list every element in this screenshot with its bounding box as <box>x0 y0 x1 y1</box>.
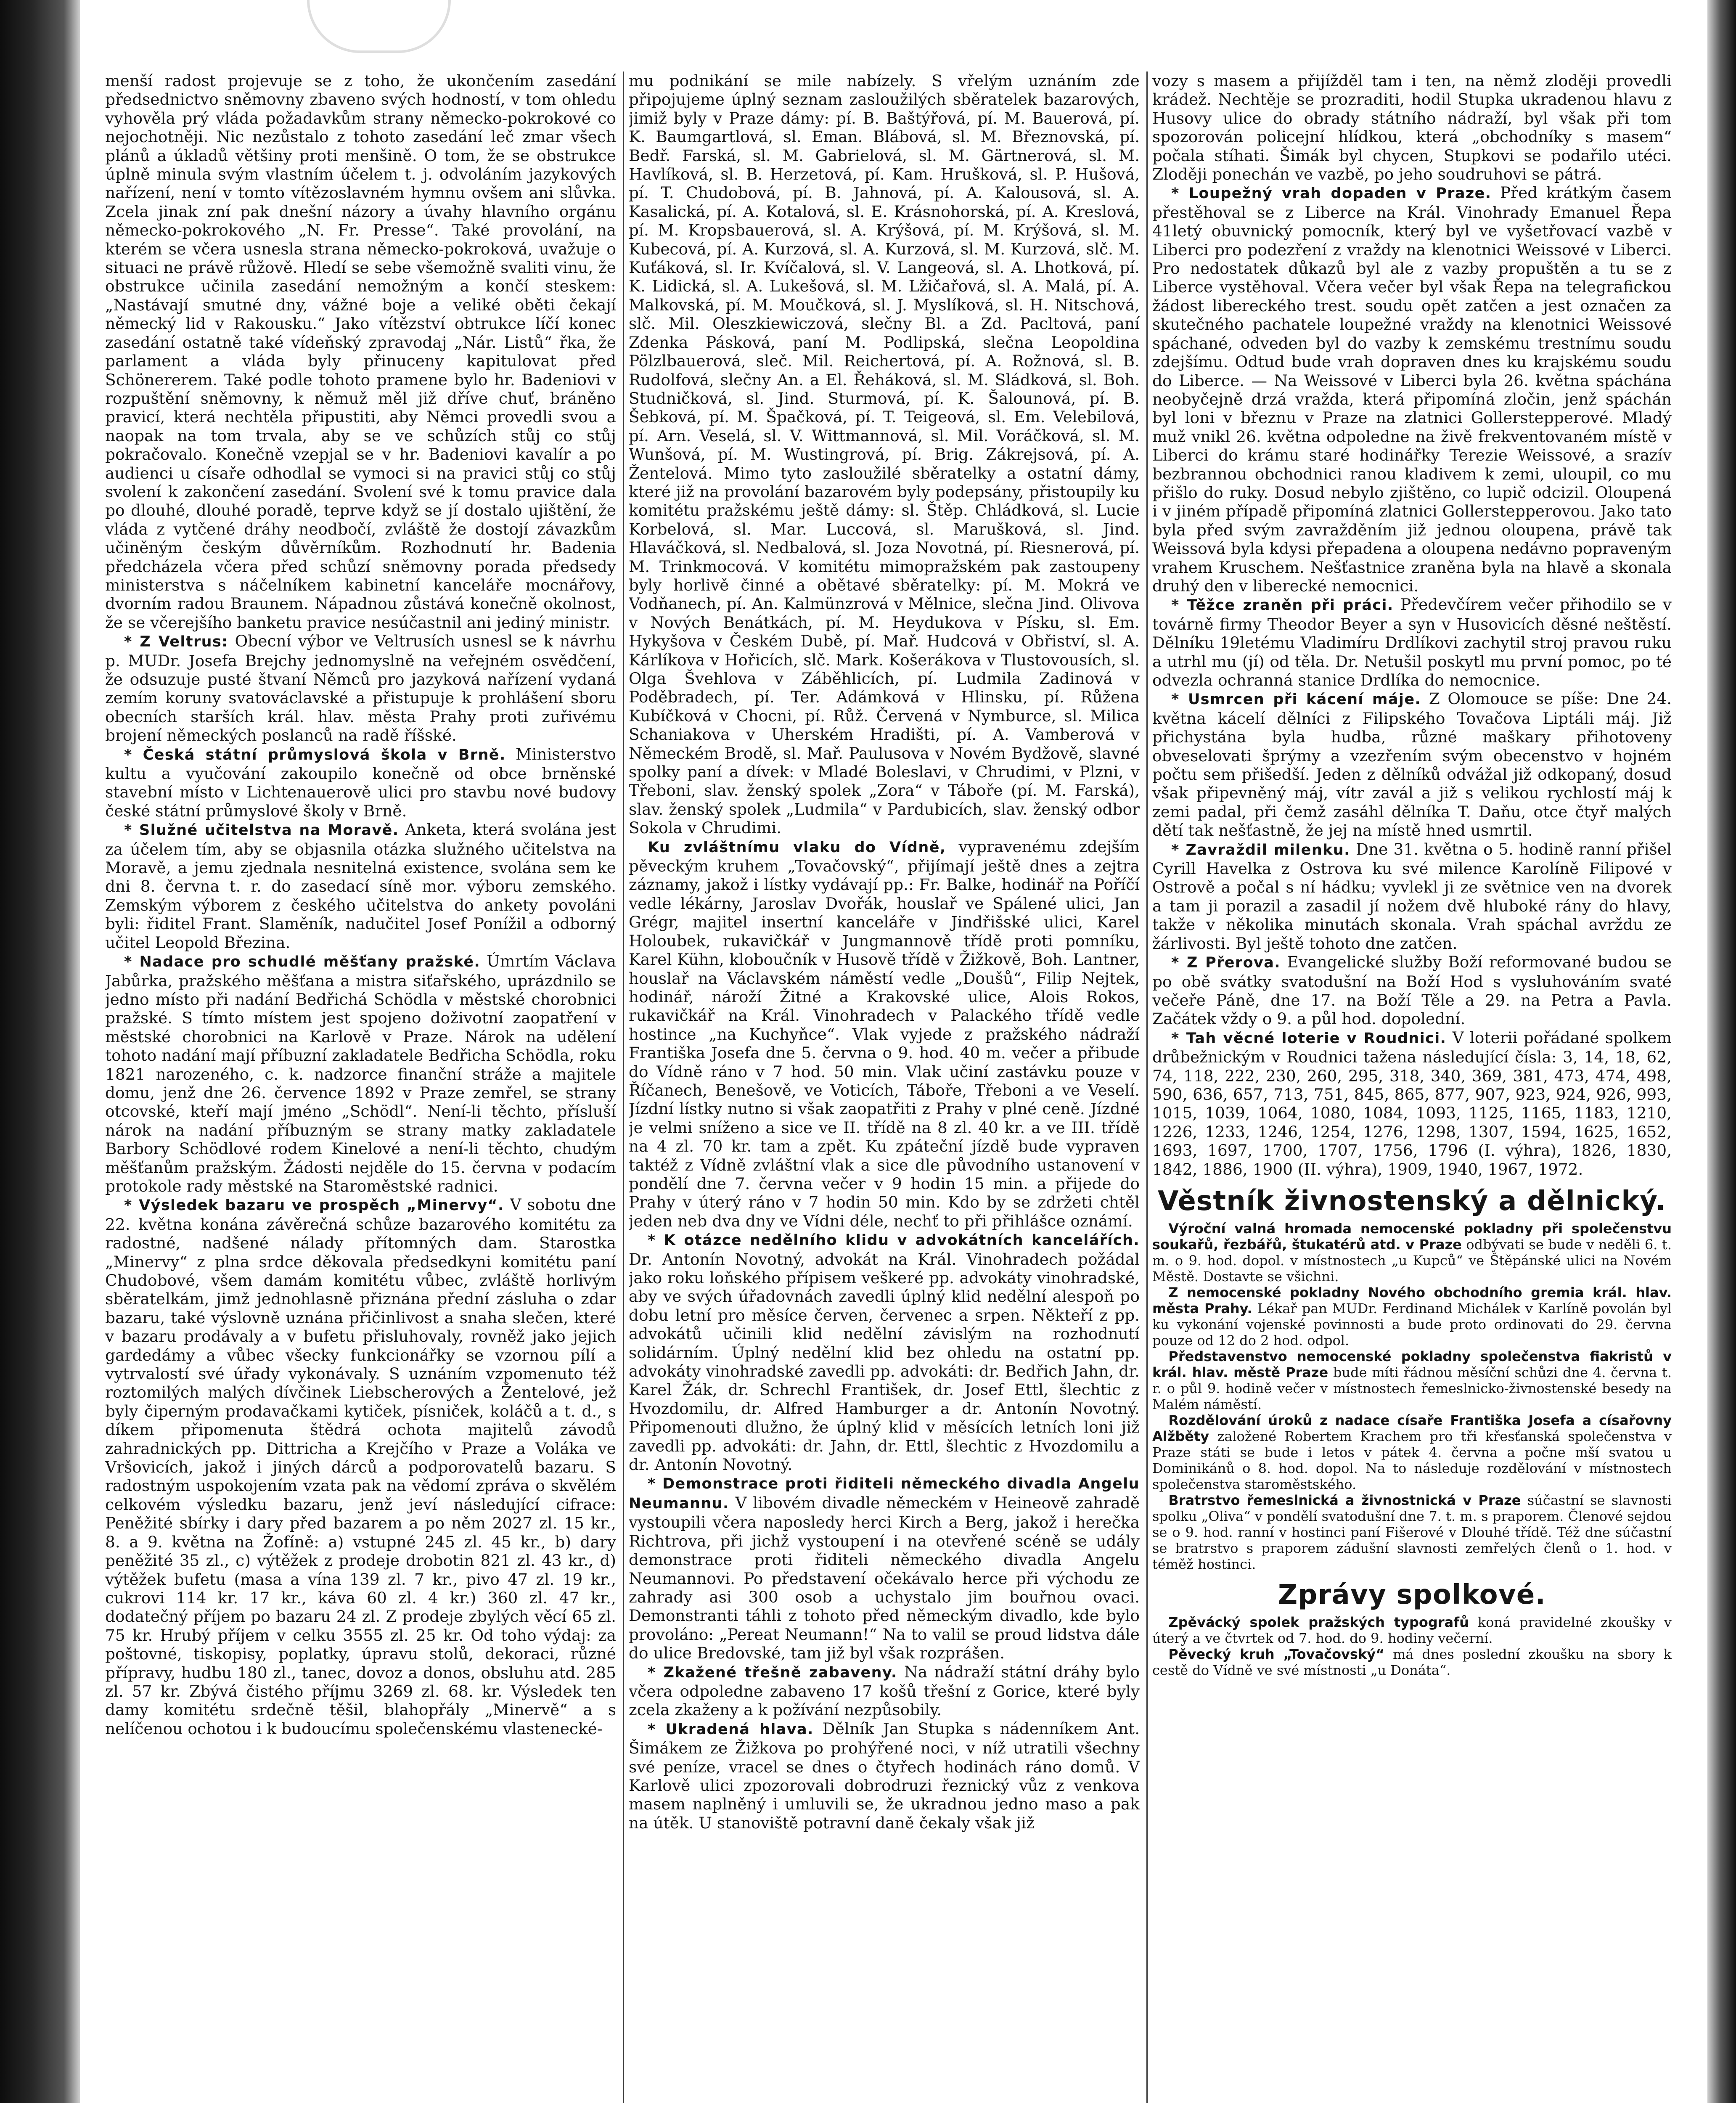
column-2 <box>629 72 1140 2103</box>
article-heading: * Zavraždil milenku. <box>1171 841 1350 858</box>
article-prumyslova-skola: * Česká státní průmyslová škola v Brně. Ministerstvo kultu a vyučování zakoupilo konečně od obce brněnské stavební místo v Lichtenauerově ulici pro stavbu nové budovy české státní průmyslové školy v Brně. <box>105 744 616 820</box>
article-loterie: * Tah věcné loterie v Roudnici. V loterii pořádané spolkem drůbežnickým v Roudnici tažena následující čísla: 3, 14, 18, 62, 74, 118, 222, 230, 260, 295, 318, 340, 369, 381, 473, 474, 498, 590, 636, 657, 713, 751, 845, 865, 877, 907, 923, 924, 926, 993, 1015, 1039, 1064, 1080, 1084, 1093, 1125, 1165, 1183, 1210, 1226, 1233, 1246, 1254, 1276, 1298, 1307, 1594, 1625, 1652, 1693, 1697, 1700, 1707, 1756, 1796 (I. výhra), 1826, 1830, 1842, 1886, 1900 (II. výhra), 1909, 1940, 1967, 1972. <box>1152 1028 1672 1179</box>
article-nadace: * Nadace pro schudlé měšťany pražské. Úmrtím Václava Jabůrka, pražského měšťana a mistra siťařského, uprázdnilo se jedno místo při nadání Bedřichá Schödla v městské chorobnici pražské. S tímto místem jest spojeno doživotní zaopatření v městské chorobnici na Karlově v Praze. Nárok na udělení tohoto nadání mají příbuzní zakladatele Bedřicha Schödla, roku 1821 narozeného, c. k. nadzorce finanční stráže a majitele domu, jenž dne 26. července 1892 v Praze zemřel, se strany otcovské, kteří mají jméno „Schödl“. Není-li těchto, přísluší nárok na nadání příbuzným se strany matky zakladatele Barbory Schödlové rodem Kinelové a není-li těchto, chudým měšťanům pražským. Žádosti nejděle do 15. června v podacím protokole rady městské na Staroměstské radnici. <box>105 952 616 1195</box>
column-rule <box>1146 72 1148 2103</box>
article-bazar-minerva: * Výsledek bazaru ve prospěch „Minervy“. V sobotu dne 22. května konána závěrečná schůze bazarového komitétu za radostné, nadšené nálady přítomných dam. Starostka „Minervy“ z plna srdce děkovala předsedkyni komitétu paní Chudobové, všem damám komitétu vůbec, zvláště horlivým sběratelkám, jimž jednohlasně přiznána přední zásluha o zdar bazaru, také výslovně uznána přičinlivost a snaha slečen, které v bazaru prodávaly a v bufetu přisluhovaly, rovněž jako jejich gardedámy a vůbec všecky funkcionářky se vzornou pílí a vytrvalostí své úřady vykonávaly. S uznáním vzpomenuto též roztomilých malých dívčinek Liebscherových a Žentelové, jež byly čiperným prodavačkami kytiček, písniček, koláčů a t. d., s díkem připomenuta štědrá ochota majitelů závodů zahradnických pp. Dittricha a Krejčího v Praze a Voláka ve Vršovicích, jakož i jiných dárců a podporovatelů bazaru. S radostným uspokojením vzata pak na vědomí zpráva o skvělém celkovém výsledku bazaru, jenž jeví následující cifrace: Peněžité sbírky i dary před bazarem a po něm 2027 zl. 15 kr., 8. a 9. května na Žofíně: a) vstupné 245 zl. 45 kr., b) dary peněžité 35 zl., c) výtěžek z prodeje drobotin 821 zl. 43 kr., d) výtěžek bufetu (masa a vína 139 zl. 7 kr., pivo 47 zl. 19 kr., cukrovi 114 kr. 17 kr., káva 60 zl. 4 kr.) 360 zl. 47 kr., dodatečný příjem po bazaru 24 zl. Z prodeje zbylých věcí 65 zl. 75 kr. Hrubý příjem v celku 3555 zl. 25 kr. Od toho výdaj: za poštovné, tiskopisy, poplatky, úpravu stolů, dekoraci, různé přípravy, hudbu 180 zl., tanec, dovoz a donos, obsluhu atd. 285 zl. 57 kr. Zbývá čistého příjmu 3269 zl. 68. kr. Výsledek ten damy komitétu srdečně těšil, blahopřály „Minervě“ a s nelíčenou ochotou i k budoucímu společenskému vlastenecké- <box>105 1195 616 1738</box>
notice-item: Výroční valná hromada nemocenské pokladny při společenstvu soukařů, řezbářů, štukatérů atd. v Praze odbývati se bude v neděli 6. t. m. o 9. hod. dopol. v místnostech „u Kupců“ ve Štěpánské ulici na Novém Městě. Dostavte se všichni. <box>1152 1220 1672 1285</box>
column-1 <box>105 72 616 2103</box>
article-heading: * Ukradená hlava. <box>648 1721 814 1738</box>
article-heading: * Česká státní průmyslová škola v Brně. <box>124 746 506 763</box>
section-title-spolkove: Zprávy spolkové. <box>1278 1579 1546 1610</box>
column-3 <box>1152 72 1672 2103</box>
library-stamp <box>307 0 451 53</box>
article-tezce-zranen: * Těžce zraněn při práci. Předevčírem večer přihodilo se v továrně firmy Theodor Beyer a syn v Husovicích děsné neštěstí. Dělníku 19letému Vladimíru Drdlíkovi zachytil stroj pravou ruku a utrhl mu (jí) od těla. Dr. Netušil poskytl mu první pomoc, po té odvezla ochranná stanice Drdlíka do nemocnice. <box>1152 595 1672 689</box>
article-ukradena-hlava: * Ukradená hlava. Dělník Jan Stupka s nádenníkem Ant. Šimákem ze Žižkova po prohýřené noci, v níž utratili všechny své peníze, vracel se dnes o čtyřech hodinách ráno domů. V Karlově ulici zpozorovali dobrodruzi řeznický vůz z venkova masem naplněný i umluvili se, že ukradnou jedno maso a pak na útěk. U stanoviště potravní daně čekaly však již <box>629 1719 1140 1832</box>
article-heading: * K otázce nedělního klidu v advokátních kancelářích. <box>648 1232 1140 1249</box>
column-rule <box>623 72 624 2103</box>
notice-item: Bratrstvo řemeslnická a živnostnická v Praze súčastní se slavnosti spolku „Oliva“ v pondělí svatodušní dne 7. t. m. s praporem. Členové sejdou se o 9. hod. ranní v hostinci paní Fišerové v Dlouhé třídě. Též dne súčastní se bratrstvo s praporem zádušní slavnosti zemřelých členů o 1. hod. v téměž hostinci. <box>1152 1492 1672 1572</box>
section-title-vestnik: Věstník živnostenský a dělnický. <box>1158 1185 1666 1217</box>
article-prerov: * Z Přerova. Evangelické služby Boží reformované budou se po obě svátky svatodušní na Boží Hod s vysluhováním svaté večeře Páně, dne 17. na Boží Těle a 29. na Petra a Pavla. Začátek vždy o 9. a půl hod. dopolední. <box>1152 953 1672 1028</box>
article-vlak-do-vidne: Ku zvláštnímu vlaku do Vídně, vypravenému zdejším pěveckým kruhem „Tovačovský“, přijímají ještě dnes a zejtra záznamy, jakož i lístky vydávají pp.: Fr. Balke, hodinář na Poříčí vedle lékárny, Jaroslav Dvořák, houslař ve Spálené ulici, Jan Grégr, majitel insertní kanceláře v Jindřišské ulici, Karel Holoubek, rukavičkář v Jungmannově třídě proti pomníku, Karel Kühn, kloboučník v Husově třídě v Žižkově, Boh. Lantner, houslař na Václavském náměstí vedle „Doušů“, Filip Nejtek, hodinář, nároží Žitné a Krakovské ulice, Alois Rokos, rukavičkář na Král. Vinohradech v Palackého třídě vedle hostince „na Kuchyňce“. Vlak vyjede z pražského nádraží Františka Josefa dne 5. června o 9. hod. 40 m. večer a přibude do Vídně ráno v 7 hod. 50 min. Vlak učiní zastávku pouze v Říčanech, Benešově, ve Voticích, Táboře, Třeboni a ve Veselí. Jízdní lístky nutno si však zaopatřiti z Prahy v plné ceně. Jízdné je velmi sníženo a sice ve II. třídě na 8 zl. 40 kr. a ve III. třídě na 4 zl. 70 kr. tam a zpět. Ku zpáteční jízdě bude vypraven taktéž z Vídně zvláštní vlak a sice dle původního ustanovení v pondělí dne 7. června večer v 9 hodin 15 min. a přijede do Prahy v úterý ráno v 7 hodin 50 min. Kdo by se zdržeti chtěl jeden neb dva dny ve Vídni déle, nechť to při přihlášce oznámí. <box>629 837 1140 1230</box>
article-veltrusy: * Z Veltrus: Obecní výbor ve Veltrusích usnesl se k návrhu p. MUDr. Josefa Brejchy jednomyslně na veřejném osvědčení, že odsuzuje pusté štvaní Němců pro jazyková nařízení vydaná zemím koruny svatováclavské a přistupuje k prohlášení sboru obecních starších král. hlav. města Prahy proti zuřivému brojení německých poslanců na radě říšské. <box>105 632 616 745</box>
article-heading: * Demonstrace proti řiditeli německého divadla Angelu Neumannu. <box>629 1475 1140 1512</box>
article-heading: * Z Přerova. <box>1171 954 1281 972</box>
article-heading: * Usmrcen při kácení máje. <box>1171 691 1421 708</box>
article-heading: * Z Veltrus: <box>124 633 228 651</box>
notice-item: Pěvecký kruh „Tovačovský“ má dnes poslední zkoušku na sbory k cestě do Vídně ve své místnosti „u Donáta“. <box>1152 1646 1672 1678</box>
article-sluzne-ucitelstva: * Služné učitelstva na Moravě. Anketa, která svolána jest za účelem tím, aby se objasnila otázka služného učitelstva na Moravě, a jemu zjednala nesnitelná existence, svolána sem ke dni 8. června t. r. do zasedací síně mor. výboru zemského. Zemským výborem z českého učitelstva do ankety povoláni byli: řiditel Frant. Slaměník, nadučitel Josef Ponížil a odborný učitel Leopold Březina. <box>105 820 616 952</box>
article-demonstrace: * Demonstrace proti řiditeli německého divadla Angelu Neumannu. V libovém divadle německém v Heineově zahradě vystoupili včera naposledy herci Kirch a Berg, jakož i herečka Richtrova, při jichž vystoupení i na otevřené scéně se udály demonstrace proti řiditeli německého divadla Angelu Neumannovi. Po představení očekávalo herce při východu ze zahrady asi 300 osob a uchystalo jim bouřnou ovaci. Demonstranti táhli z tohoto před německým divadlo, kde bylo provoláno: „Pereat Neumann!“ Na to valil se proud lidstva dále do ulice Bredovské, tam již byl však rozprášen. <box>629 1475 1140 1663</box>
section-vestnik-body <box>1152 1221 1672 1572</box>
article-heading: * Těžce zraněn při práci. <box>1171 597 1394 614</box>
section-spolkove-body <box>1152 1614 1672 1678</box>
article-continued: menší radost projevuje se z toho, že ukončením zasedání předsednictvo sněmovny zbaveno svých hodností, v tom ohledu vyhověla prý vláda požadavkům strany německo-pokrokové co nejochotněji. Nic nezůstalo z tohoto zasedání leč zmar všech plánů a úkladů většiny proti menšině. O tom, že se obstrukce úplně minula svým vlastním účelem t. j. odvoláním jazykových nařízení, není v tomto vítězoslavném hymnu ovšem ani slůvka. Zcela jinak zní pak dnešní názory a úvahy hlavního orgánu německo-pokrokového „N. Fr. Presse“. Také provolání, na kterém se včera usnesla strana německo-pokroková, uvažuje o situaci ne právě růžově. Hledí se sebe všemožně svaliti vinu, že obstrukce učinila zasedání nemožným a končí steskem: „Nastávají smutné dny, vážné boje a veliké oběti čekají německý lid v Rakousku.“ Jako vítězství obtrukce líčí konec zasedání ostatně také vídeňský zpravodaj „Nár. Listů“ řka, že parlament a vláda byly přinuceny kapitulovat před Schönererem. Také podle tohoto pramene bylo hr. Badeniovi v rozpuštění sněmovny, k němuž měl již dříve chuť, bráněno pravicí, která nechtěla připustiti, aby Němci provedli svou a naopak na tom trvala, aby se ve schůzích stůj co stůj pokračovalo. Konečně vzepjal se v hr. Badeniovi kavalír a po audienci u císaře odhodlal se vymoci si na pravici stůj co stůj svolení k zakončení zasedání. Svolení své k tomu pravice dala po dlouhé, dlouhé poradě, teprve když se jí dostalo ujištění, že vláda z vytčené dráhy neodbočí, zvláště že dostojí závazkům učiněným českým důvěrníkům. Rozhodnutí hr. Badenia předcházela včera před schůzí sněmovny porada předsedy ministerstva s náčelníkem kabinetní kanceláře mocnářovy, dvorním radou Braunem. Nápadnou zůstává konečně okolnost, že se včerejšího banketu pravice nesúčastnil ani jediný ministr. <box>105 72 616 632</box>
article-heading: Ku zvláštnímu vlaku do Vídně, <box>648 839 946 856</box>
article-usmrcen: * Usmrcen při kácení máje. Z Olomouce se píše: Dne 24. května kácelí dělníci z Filipského Tovačova Liptáli máj. Již přichystána byla hudba, různé maškary přihotoveny obveselovati šprýmy a vzezřením svým obecenstvo v hojném počtu sem přišedší. Jeden z dělníků odvážal již odkopaný, dosud však připevněný máj, vítr zavál a již s velikou rychlostí máj k zemi padal, při čemž zasáhl dělníka T. Daňu, otce čtyř malých dětí tak nešťastně, že jej na místě hned usmrtil. <box>1152 689 1672 840</box>
article-heading: * Služné učitelstva na Moravě. <box>124 822 399 839</box>
article-zavrazdil: * Zavraždil milenku. Dne 31. května o 5. hodině ranní přišel Cyrill Havelka z Ostrova ku své milence Karolíně Filipové v Ostrově a počal s ní hádku; vyvlekl ji ze světnice ven na dvorek a tam ji porazil a zasadil jí nožem dvě hluboké rány do hlavy, takže v několika minutách skonala. Vrah spáchal avrždu ze žárlivosti. Byl ještě tohoto dne zatčen. <box>1152 840 1672 953</box>
article-heading: * Tah věcné loterie v Roudnici. <box>1171 1030 1447 1047</box>
notice-item: Rozdělování úroků z nadace císaře Františka Josefa a císařovny Alžběty založené Robertem Krachem pro tři křesťanská společenstva v Praze státi se bude i letos v pátek 4. června a počne mší svatou u Dominikánů o 8. hod. dopol. Na to následuje rozdělování v místnostech společenstva staroměstského. <box>1152 1412 1672 1492</box>
notice-item: Představenstvo nemocenské pokladny společenstva fiakristů v král. hlav. městě Praze bude míti řádnou měsíční schůzi dne 4. června t. r. o půl 9. hodině večer v místnostech řemeslnicko-živnostenské besedy na Malém náměstí. <box>1152 1348 1672 1412</box>
notice-item: Zpěvácký spolek pražských typografů koná pravidelné zkoušky v úterý a ve čtvrtek od 7. hod. do 9. hodiny večerní. <box>1152 1614 1672 1646</box>
article-heading: * Nadace pro schudlé měšťany pražské. <box>124 954 481 971</box>
notice-item: Z nemocenské pokladny Nového obchodního gremia král. hlav. města Prahy. Lékař pan MUDr. Ferdinand Michálek v Karlíně povolán byl ku vykonání vojenské povinnosti a bude proto ordinovati do 29. června pouze od 12 do 2 hod. odpol. <box>1152 1284 1672 1348</box>
article-continued: vozy s masem a přijížděl tam i ten, na němž zloději provedli krádež. Nechtěje se prozraditi, hodil Stupka ukradenou hlavu z Husovy ulice do obrady státního nádraží, byl však při tom spozorován policejní hlídkou, která „obchodníky s masem“ počala stíhati. Šimák byl chycen, Stupkovi se podařilo utéci. Zloději ponechán ve vazbě, po jeho soudruhovi se pátrá. <box>1152 72 1672 184</box>
article-heading: * Loupežný vrah dopaden v Praze. <box>1171 185 1492 202</box>
scan-edge-right <box>1707 0 1736 2103</box>
article-nedelni-klid: * K otázce nedělního klidu v advokátních kancelářích. Dr. Antonín Novotný, advokát na Král. Vinohradech požádal jako roku loňského přípisem veškeré pp. advokáty vinohradské, aby ve svých úřadovnách zavedli úplný klid nedělní alespoň po dobu letní pro měsíce červen, červenec a srpen. Někteří z pp. advokátů učinili klid nedělní závislým na rozhodnutí solidárním. Úplný nedělní klid bez ohledu na ostatní pp. advokáty vinohradské zavedli pp. advokáti: dr. Bedřich Jahn, dr. Karel Žák, dr. Schrechl František, dr. Josef Ettl, šlechtic z Hvozdomilu, dr. Alfred Hamburger a dr. Antonín Novotný. Připomenouti dlužno, že úplný klid v měsících letních loni již zavedli pp. advokáti: dr. Jahn, dr. Ettl, šlechtic z Hvozdomilu a dr. Antonín Novotný. <box>629 1232 1140 1474</box>
article-tresne: * Zkažené třešně zabaveny. Na nádraží státní dráhy bylo včera odpoledne zabaveno 17 košů třešní z Gorice, které byly zcela zkaženy a k požívání nezpůsobily. <box>629 1662 1140 1719</box>
article-loupezny-vrah: * Loupežný vrah dopaden v Praze. Před krátkým časem přestěhoval se z Liberce na Král. Vinohrady Emanuel Řepa 41letý obuvnický pomocník, který byl ve vyšetřovací vazbě v Liberci pro podezření z vraždy na klenotnici Weissové v Liberci. Pro nedostatek důkazů byl ale z vazby propuštěn a tu se z Liberce vystěhoval. Včera večer byl však Řepa na telegrafickou žádost libereckého trest. soudu opět zatčen a jest označen za skutečného pachatele loupežné vraždy na klenotnici Weissové spáchané, odveden byl do vazby k zemskému trestnímu soudu zdejšímu. Odtud bude vrah dopraven dnes ku krajskému soudu do Liberce. — Na Weissové v Liberci byla 26. května spáchána neobyčejně drzá vražda, která připomíná zločin, jenž spáchán byl loni v březnu v Praze na zlatnici Gollerstepperové. Mladý muž vnikl 26. května odpoledne na živě frekventovaném místě v Liberci do krámu staré hodinářky Terezie Weissové, a srazív bezbrannou obchodnici ranou kladivem k zemi, uloupil, co mu přišlo do ruky. Dosud nebylo zjištěno, co lupič odcizil. Oloupená i v jiném případě připomíná zlatnici Gollerstepperovou. Jako tato byla před svým zavražděním již jednou oloupena, právě tak Weissová byla kdysi přepadena a oloupena nedávno popraveným vrahem Kruschem. Nešťastnice zraněna byla na hlavě a skonala druhý den v liberecké nemocnici. <box>1152 183 1672 595</box>
article-continued: mu podnikání se mile nabízely. S vřelým uznáním zde připojujeme úplný seznam zasloužilých sběratelek bazarových, jimiž byly v Praze dámy: pí. B. Baštýřová, pí. M. Bauerová, pí. K. Baumgartlová, sl. Eman. Blábová, sl. M. Březnovská, pí. Bedř. Farská, sl. M. Gabrielová, sl. M. Gärtnerová, sl. M. Havlíková, sl. B. Herzetová, pí. Kam. Hrušková, sl. P. Hušová, pí. T. Chudobová, pí. B. Jahnová, pí. A. Kalousová, sl. A. Kasalická, pí. A. Kotalová, sl. E. Krásnohorská, pí. A. Kreslová, pí. M. Kropsbauerová, sl. A. Krýšová, pí. M. Krýšová, sl. M. Kubecová, pí. A. Kurzová, sl. A. Kurzová, sl. M. Kurzová, slč. M. Kuťáková, sl. Ir. Kvíčalová, sl. V. Langeová, sl. A. Lhotková, pí. K. Lidická, sl. A. Lukešová, sl. M. Lžičařová, sl. A. Malá, pí. A. Malkovská, pí. M. Moučková, sl. J. Myslíková, sl. H. Nitschová, slč. Mil. Oleszkiewiczová, slečny Bl. a Zd. Pacltová, paní Zdenka Pásková, paní M. Podlipská, slečna Leopoldina Pölzlbauerová, sleč. Mil. Reichertová, pí. A. Rožnová, sl. B. Rudolfová, slečny An. a El. Řeháková, sl. M. Sládková, sl. Boh. Studničková, sl. Jind. Sturmová, pí. K. Šalounová, pí. B. Šebková, pí. M. Špačková, pí. T. Teigeová, sl. Em. Velebilová, pí. Arn. Veselá, sl. V. Wittmannová, sl. Mil. Voráčková, sl. M. Wunšová, pí. M. Wustingrová, pí. Brig. Zákrejsová, pí. A. Žentelová. Mimo tyto zasloužilé sběratelky a ostatní dámy, které již na provolání bazarovém byly podepsány, přistoupily ku komitétu pražskému ještě dámy: sl. Štěp. Chládková, sl. Lucie Korbelová, sl. Mar. Luccová, sl. Marušková, sl. Jind. Hlaváčková, sl. Nedbalová, sl. Joza Novotná, pí. Riesnerová, pí. M. Trinkmocová. V komitétu mimopražském pak zastoupeny byly horlivě činné a obětavé sběratelky: pí. M. Mokrá ve Vodňanech, pí. An. Kalmünzrová v Mělnice, slečna Jind. Olivova v Nových Benátkách, pí. M. Heydukova v Písku, sl. Em. Hykyšova v Českém Dubě, pí. Mař. Hudcová v Obřiství, sl. A. Kárlíkova v Hořicích, slč. Mark. Košerákova v Tlustovousích, sl. Olga Švehlova v Záběhlicích, pí. Ludmila Zadinová v Poděbradech, pí. Ter. Adámková v Hlinsku, pí. Růžena Kubíčková v Chocni, pí. Růž. Červená v Nymburce, sl. Milica Schaniakova v Uherském Hradišti, pí. A. Vamberová v Německém Brodě, sl. Mař. Paulusova v Novém Bydžově, slavné spolky paní a dívek: v Mladé Boleslavi, v Chrudimi, v Plzni, v Třeboni, slav. ženský spolek „Zora“ v Táboře (pí. M. Farská), slav. ženský spolek „Ludmila“ v Pardubicích, slav. ženský odbor Sokola v Chrudimi. <box>629 72 1140 837</box>
article-heading: * Výsledek bazaru ve prospěch „Minervy“. <box>124 1197 504 1214</box>
article-heading: * Zkažené třešně zabaveny. <box>648 1664 897 1681</box>
scan-edge-left <box>0 0 80 2103</box>
